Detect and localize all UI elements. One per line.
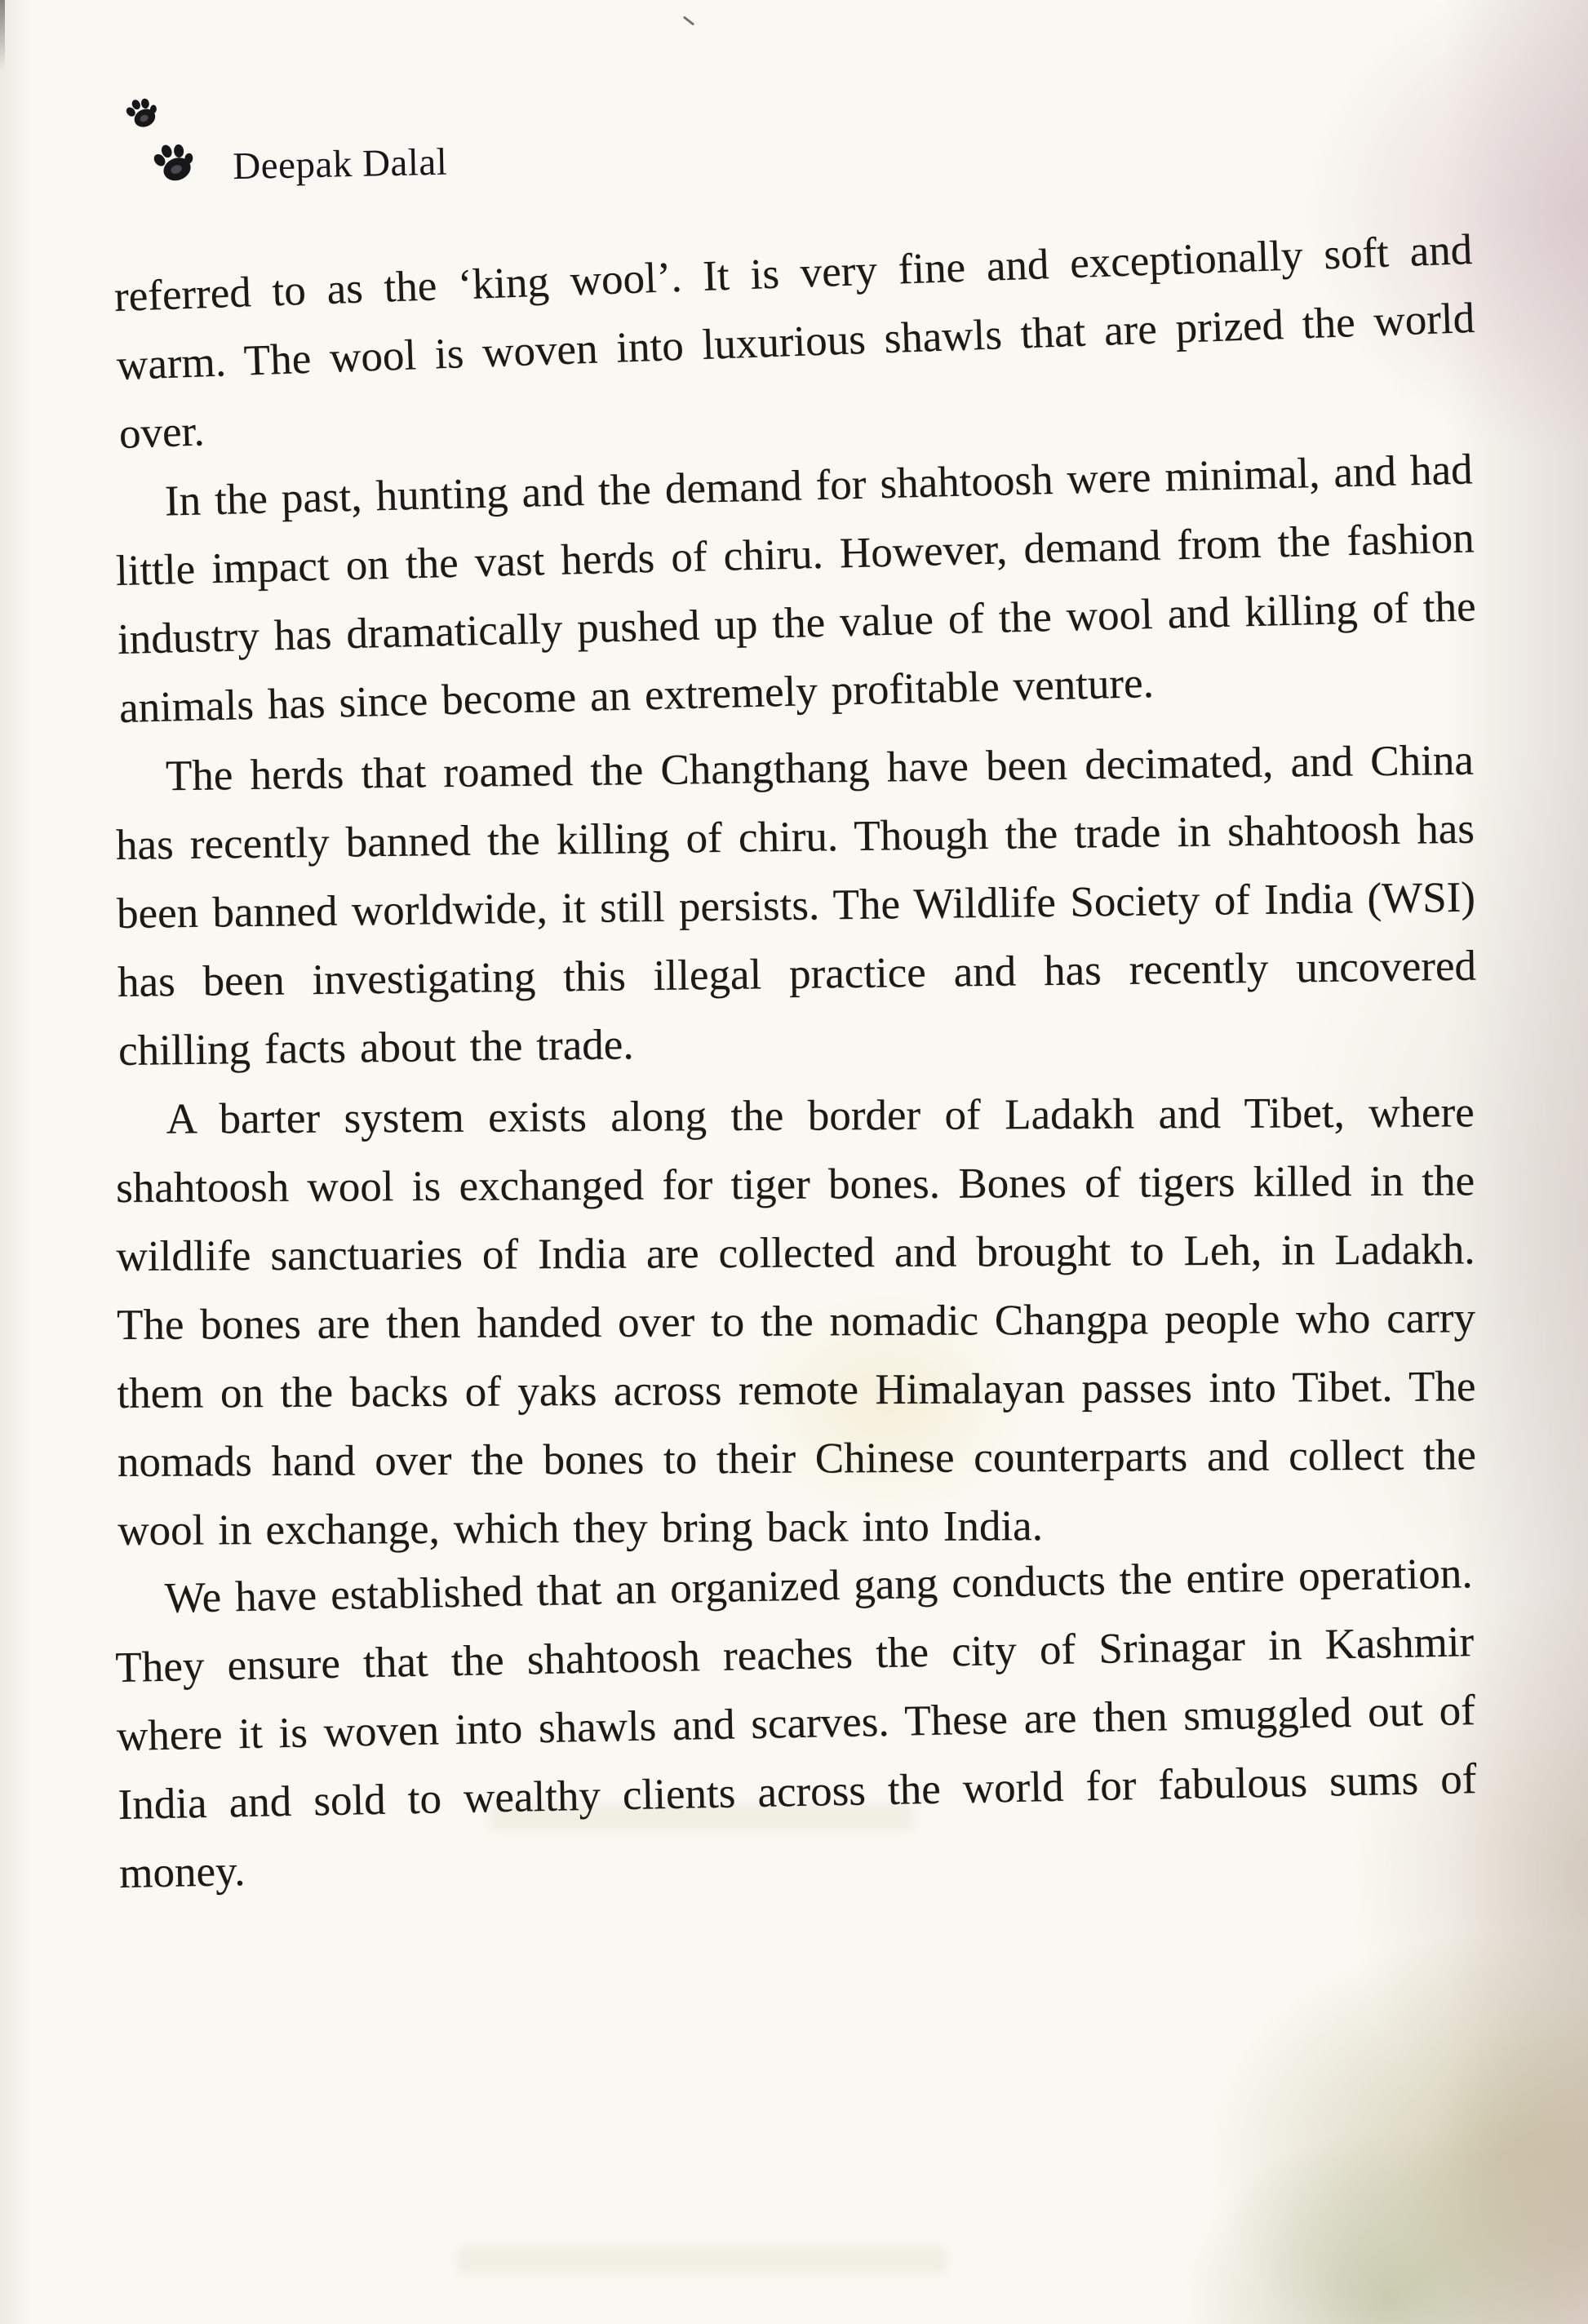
paragraph-2: In the past, hunting and the demand for shahtoosh were minimal, and had little impact on the vast herds of chiru. However, demand from the fashion industry has dramatically pushed up the value of the wool and killing of the animals has since become an extremely profitable venture. (115, 446, 1477, 732)
author-name: Deepak Dalal (232, 140, 448, 188)
page-header (118, 85, 448, 196)
ink-bleed-ghost (457, 2246, 947, 2273)
paw-prints-icon (118, 90, 212, 196)
paragraph-5: We have established that an organized gang conducts the entire operation. They ensure that the shahtoosh reaches the city of Srinagar in Kashmir where it is woven into shawls and scarves. These are then smuggled out of India and sold to wealthy clients across the world for fabulous sums of money. (114, 1550, 1477, 1897)
scan-speck-artifact (683, 16, 694, 25)
paragraph-1: referred to as the ‘king wool’. It is very fine and exceptionally soft and warm. The wool is woven into luxurious shawls that are prized the world over. (113, 225, 1475, 458)
scan-edge-artifact (0, 0, 5, 70)
body-text (113, 225, 1477, 1908)
paragraph-4: A barter system exists along the border of Ladakh and Tibet, where shahtoosh wool is exchanged for tiger bones. Bones of tigers killed in the wildlife sanctuaries of India are collected and brought to Leh, in Ladakh. The bones are then handed over to the nomadic Changpa people who carry them on the backs of yaks across remote Himalayan passes into Tibet. The nomads hand over the bones to their Chinese counterparts and collect the wool in exchange, which they bring back into India. (115, 1089, 1477, 1555)
paragraph-3: The herds that roamed the Changthang have been decimated, and China has recently banned the killing of chiru. Though the trade in shahtoosh has been banned worldwide, it still persists. The Wildlife Society of India (WSI) has been investigating this illegal practice and has recently uncovered chilling facts about the trade. (115, 736, 1477, 1075)
